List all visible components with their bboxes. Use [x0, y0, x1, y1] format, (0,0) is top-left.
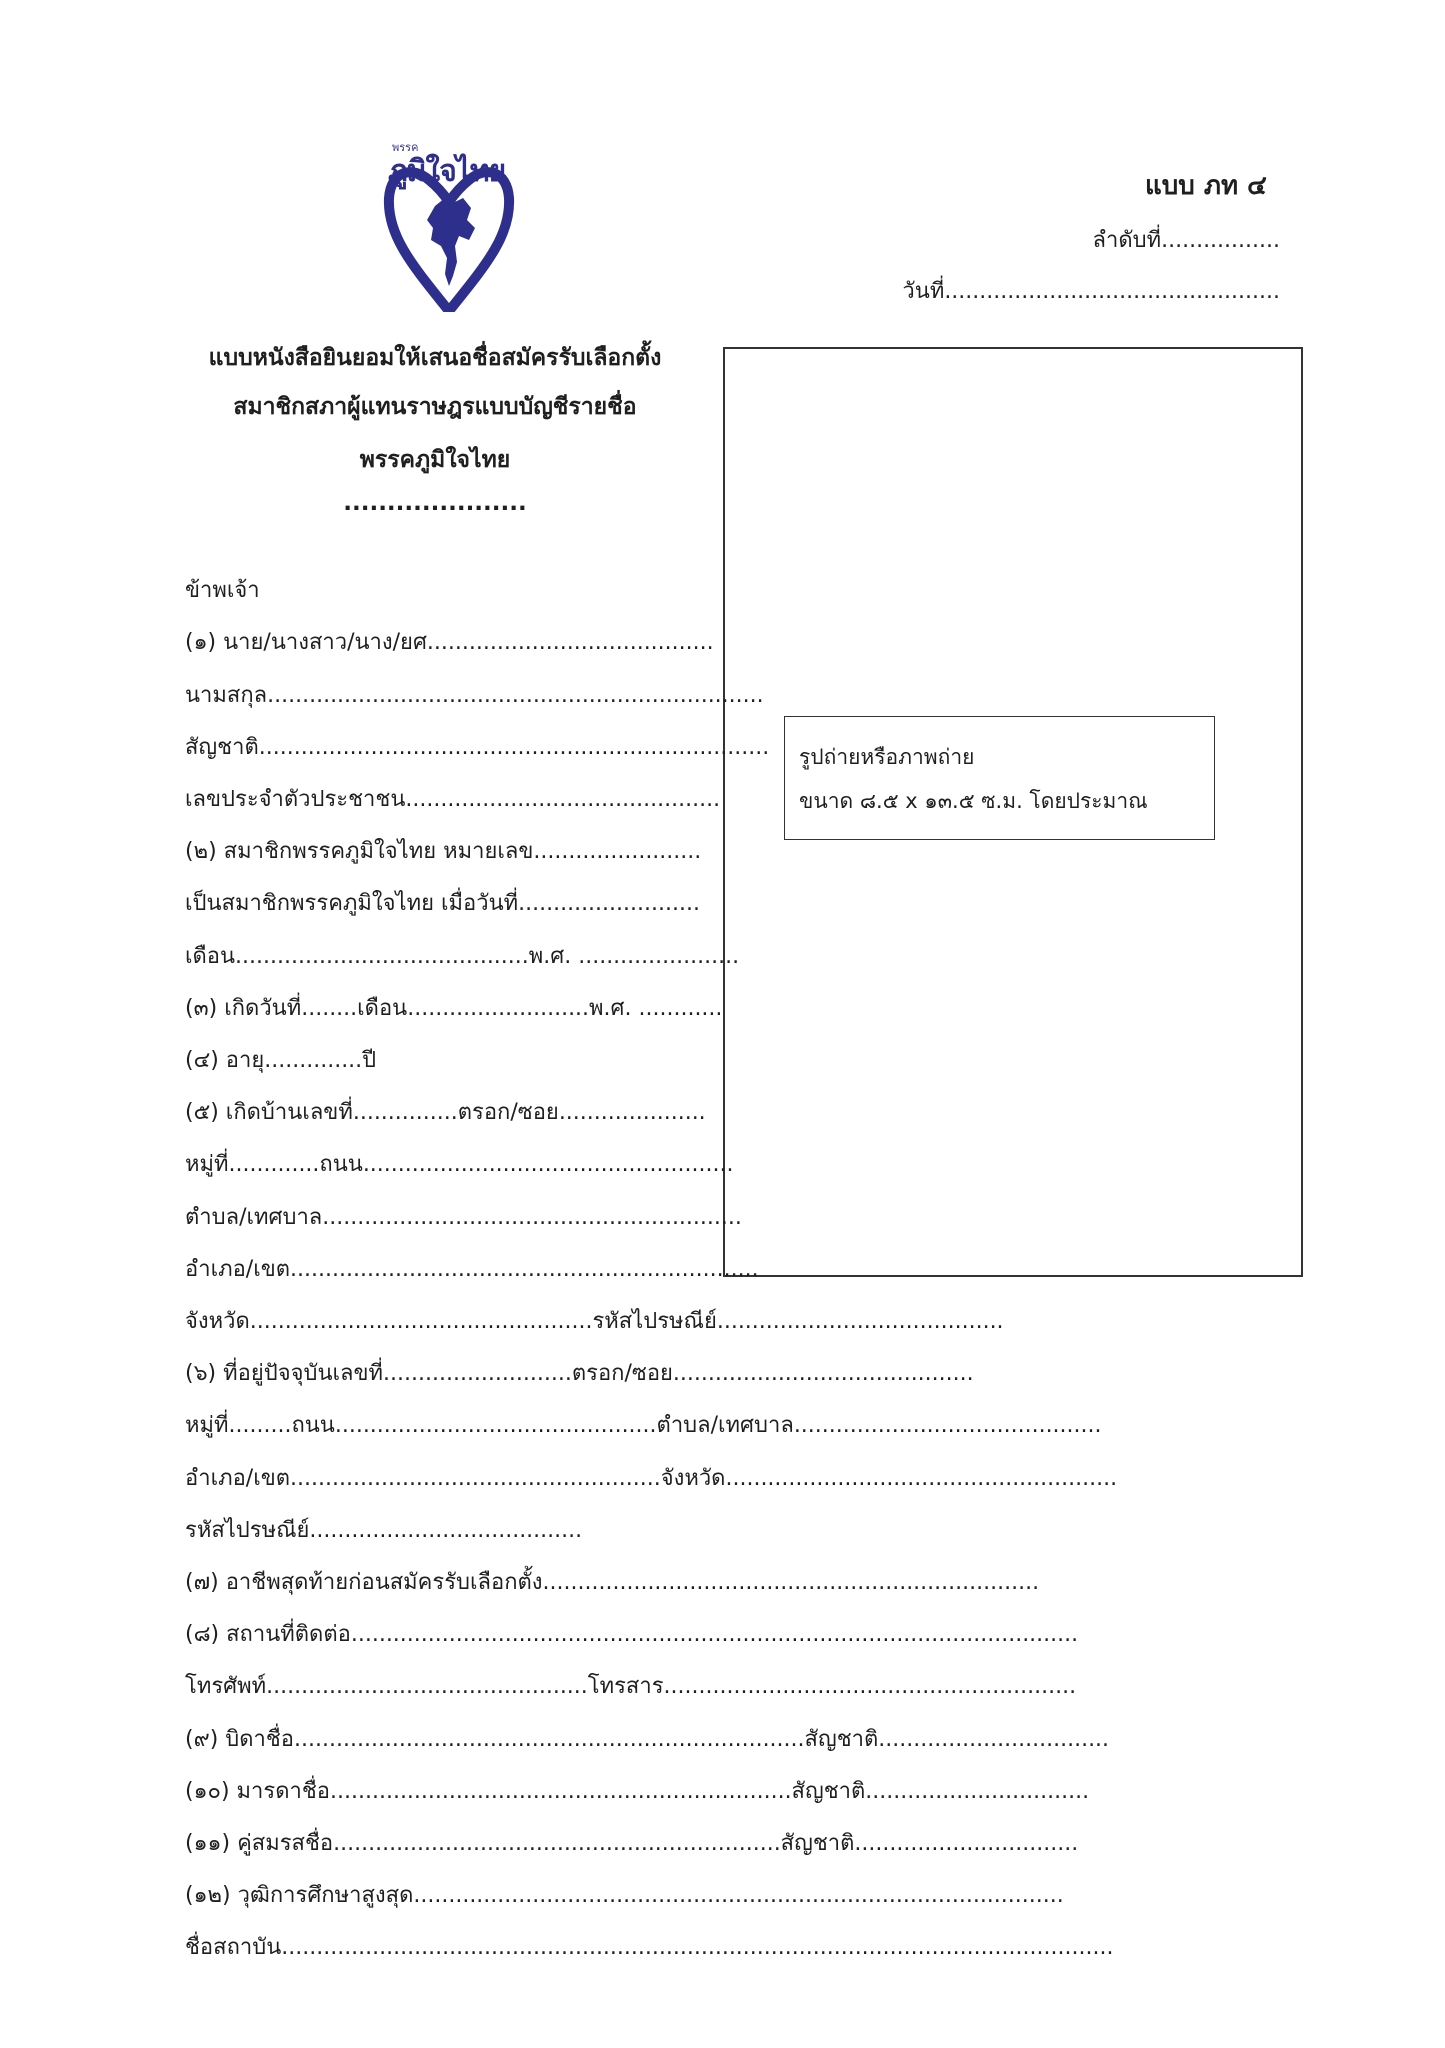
field-birth-district: อำเภอ/เขต...................................................................: [185, 1257, 759, 1282]
form-code: แบบ ภท ๔: [1145, 171, 1267, 201]
field-contact-address: (๘) สถานที่ติดต่อ........................................................................................................: [185, 1622, 1079, 1647]
field-member-since: เป็นสมาชิกพรรคภูมิใจไทย เมื่อวันที่..........................: [185, 891, 700, 916]
logo-name: ภูมิใจไทย: [388, 154, 506, 189]
photo-note-line-1: รูปถ่ายหรือภาพถ่าย: [799, 745, 975, 769]
field-current-village-road: หมู่ที่.........ถนน..............................................ตำบล/เทศบาล............................................: [185, 1413, 1102, 1438]
form-title-line-1: แบบหนังสือยินยอมให้เสนอชื่อสมัครรับเลือกตั้ง: [208, 345, 662, 371]
field-nationality: สัญชาติ.........................................................................: [185, 735, 770, 760]
field-current-postcode: รหัสไปรษณีย์.......................................: [185, 1518, 583, 1543]
form-title-line-2: สมาชิกสภาผู้แทนราษฎรแบบบัญชีรายชื่อ: [233, 394, 637, 420]
field-spouse: (๑๑) คู่สมรสชื่อ................................................................สัญชาติ................................: [185, 1831, 1079, 1856]
field-applicant-intro: ข้าพเจ้า: [185, 578, 260, 603]
field-mother: (๑๐) มารดาชื่อ..................................................................สัญชาติ................................: [185, 1779, 1090, 1804]
field-member-number: (๒) สมาชิกพรรคภูมิใจไทย หมายเลข........................: [185, 839, 702, 864]
field-id-number: เลขประจำตัวประชาชน.............................................: [185, 787, 721, 812]
field-birth-address: (๕) เกิดบ้านเลขที่...............ตรอก/ซอย.....................: [185, 1100, 706, 1125]
field-birth-subdistrict: ตำบล/เทศบาล............................................................: [185, 1205, 742, 1230]
field-father: (๙) บิดาชื่อ.........................................................................สัญชาติ.................................: [185, 1727, 1110, 1752]
field-birth-province-postcode: จังหวัด.................................................รหัสไปรษณีย์.........................................: [185, 1309, 1004, 1334]
field-birth-village-road: หมู่ที่.............ถนน.....................................................: [185, 1152, 734, 1177]
field-education: (๑๒) วุฒิการศึกษาสูงสุด.............................................................................................: [185, 1883, 1064, 1908]
logo-small-text: พรรค: [392, 141, 419, 154]
field-member-month-year: เดือน..........................................พ.ศ. .......................: [185, 944, 740, 969]
field-age: (๔) อายุ..............ปี: [185, 1048, 377, 1073]
field-occupation: (๗) อาชีพสุดท้ายก่อนสมัครรับเลือกตั้ง.......................................................................: [185, 1570, 1040, 1595]
photo-note-line-2: ขนาด ๘.๕ x ๑๓.๕ ซ.ม. โดยประมาณ: [799, 789, 1148, 813]
field-surname: นามสกุล.......................................................................: [185, 683, 764, 708]
order-number-field: ลำดับที่.................: [1092, 228, 1280, 253]
field-current-district-province: อำเภอ/เขต.....................................................จังหวัด........................................................: [185, 1466, 1118, 1491]
date-field: วันที่................................................: [902, 279, 1280, 304]
photo-size-note: [784, 716, 1215, 840]
field-birth-date: (๓) เกิดวันที่........เดือน..........................พ.ศ. ............: [185, 996, 723, 1021]
form-title-line-3: พรรคภูมิใจไทย: [359, 447, 511, 473]
field-institution: ชื่อสถาบัน.......................................................................................................................: [185, 1935, 1114, 1960]
field-title-name: (๑) นาย/นางสาว/นาง/ยศ.........................................: [185, 630, 714, 655]
field-current-address: (๖) ที่อยู่ปัจจุบันเลขที่...........................ตรอก/ซอย...........................................: [185, 1361, 974, 1386]
form-title-dots: .....................: [343, 490, 527, 516]
field-phone-fax: โทรศัพท์..............................................โทรสาร...........................................................: [185, 1674, 1077, 1699]
